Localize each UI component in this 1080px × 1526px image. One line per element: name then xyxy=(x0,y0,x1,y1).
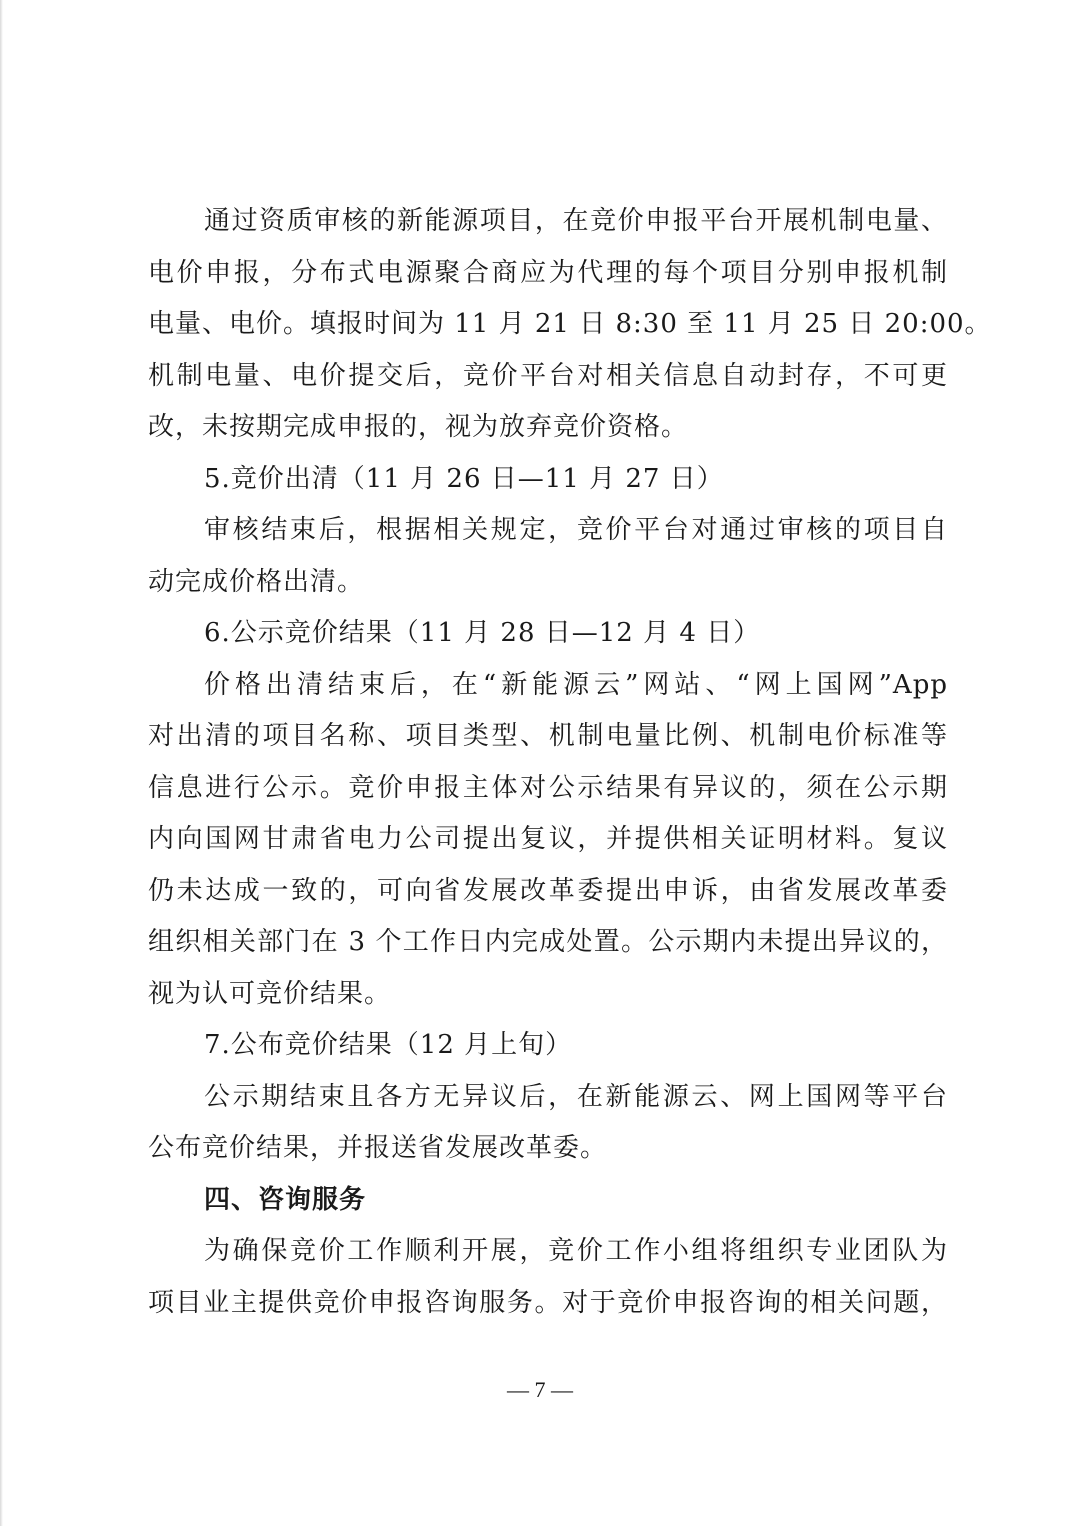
paragraph-line: 电量、电价。填报时间为 11 月 21 日 8:30 至 11 月 25 日 20:00。 xyxy=(148,309,992,339)
paragraph-line: 审核结束后，根据相关规定，竞价平台对通过审核的项目自 xyxy=(204,515,948,545)
section-subheading: 5.竞价出清（11 月 26 日—11 月 27 日） xyxy=(204,463,724,494)
scan-edge xyxy=(0,0,3,1526)
paragraph-line: 改，未按期完成申报的，视为放弃竞价资格。 xyxy=(148,412,689,442)
paragraph-line: 信息进行公示。竞价申报主体对公示结果有异议的，须在公示期 xyxy=(148,772,948,803)
section-heading: 四、咨询服务 xyxy=(204,1184,367,1215)
paragraph-line: 机制电量、电价提交后，竞价平台对相关信息自动封存，不可更 xyxy=(148,360,948,391)
paragraph-line: 仍未达成一致的，可向省发展改革委提出申诉，由省发展改革委 xyxy=(148,875,948,906)
paragraph-line: 价格出清结束后，在“新能源云”网站、“网上国网”App xyxy=(204,669,948,700)
paragraph-line: 项目业主提供竞价申报咨询服务。对于竞价申报咨询的相关问题， xyxy=(148,1287,948,1318)
paragraph-line: 电价申报，分布式电源聚合商应为代理的每个项目分别申报机制 xyxy=(148,257,948,288)
paragraph-line: 视为认可竞价结果。 xyxy=(148,978,392,1009)
paragraph-line: 公示期结束且各方无异议后，在新能源云、网上国网等平台 xyxy=(204,1081,948,1112)
paragraph-line: 组织相关部门在 3 个工作日内完成处置。公示期内未提出异议的， xyxy=(148,927,948,957)
paragraph-line: 为确保竞价工作顺利开展，竞价工作小组将组织专业团队为 xyxy=(204,1236,948,1266)
document-body xyxy=(148,196,992,1329)
page-number: — 7 — xyxy=(507,1377,573,1402)
section-subheading: 6.公示竞价结果（11 月 28 日—12 月 4 日） xyxy=(204,618,761,648)
paragraph-line: 动完成价格出清。 xyxy=(148,566,365,597)
section-subheading: 7.公布竞价结果（12 月上旬） xyxy=(204,1030,573,1060)
paragraph-line: 通过资质审核的新能源项目，在竞价申报平台开展机制电量、 xyxy=(204,206,948,236)
paragraph-line: 对出清的项目名称、项目类型、机制电量比例、机制电价标准等 xyxy=(148,721,948,751)
paragraph-line: 公布竞价结果，并报送省发展改革委。 xyxy=(148,1133,608,1163)
paragraph-line: 内向国网甘肃省电力公司提出复议，并提供相关证明材料。复议 xyxy=(148,824,948,854)
